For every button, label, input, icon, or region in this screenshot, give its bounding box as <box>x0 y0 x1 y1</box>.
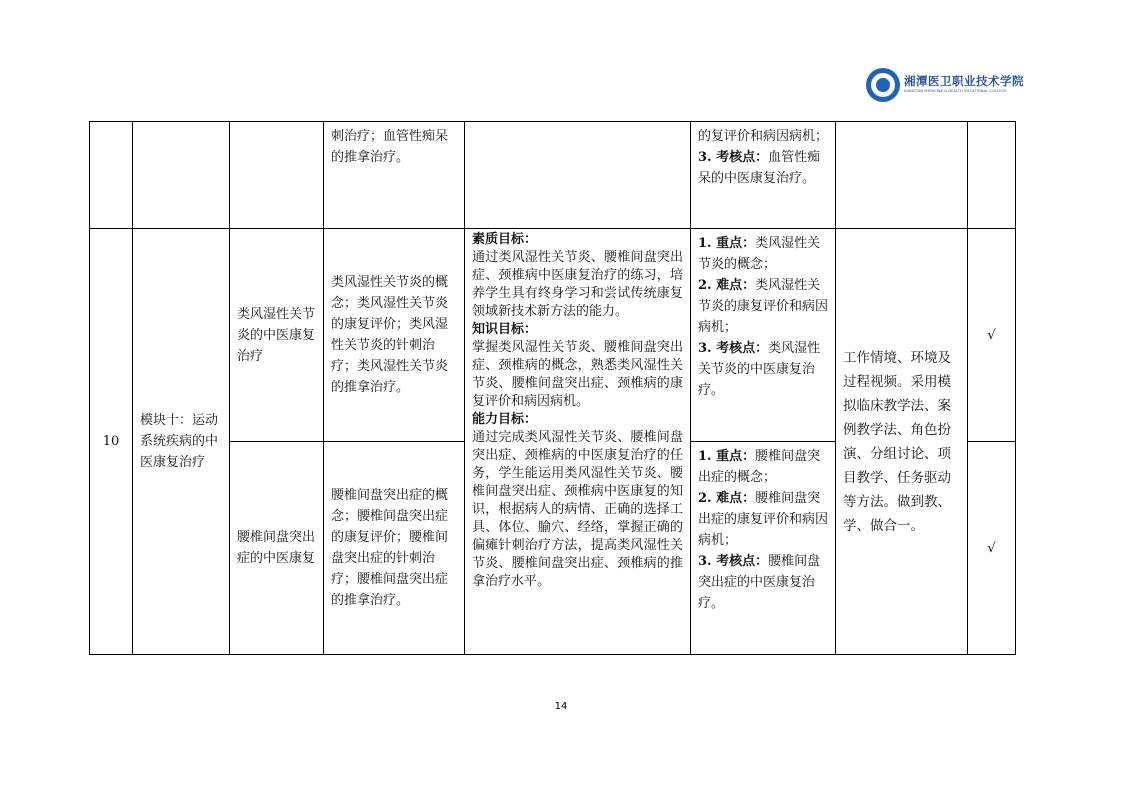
cell-content: 刺治疗；血管性痴呆的推拿治疗。 <box>324 122 465 229</box>
module-number: 10 <box>90 229 133 655</box>
cell-goals-empty <box>465 122 691 229</box>
table-row-task-1 <box>90 229 1016 442</box>
task-key-points: 1. 重点：腰椎间盘突出症的概念； 2. 难点：腰椎间盘突出症的康复评价和病因病机； 3. 考核点：腰椎间盘突出症的中医康复治疗。 <box>691 442 836 655</box>
task-content: 类风湿性关节炎的概念；类风湿性关节炎的康复评价；类风湿性关节炎的针刺治疗；类风湿性关节炎的推拿治疗。 <box>324 229 465 442</box>
check-mark: √ <box>968 229 1016 442</box>
cell-number-empty <box>90 122 133 229</box>
task-content: 腰椎间盘突出症的概念；腰椎间盘突出症的康复评价；腰椎间盘突出症的针刺治疗；腰椎间盘突出症的推拿治疗。 <box>324 442 465 655</box>
logo-text <box>904 73 1024 94</box>
cell-mark-empty <box>968 122 1016 229</box>
ability-goal-label: 能力目标： <box>472 412 538 427</box>
college-seal-icon <box>866 68 900 102</box>
page-number: 14 <box>554 701 568 712</box>
college-logo <box>866 66 1024 104</box>
cell-module-empty <box>133 122 230 229</box>
module-goals <box>465 229 691 655</box>
cell-key-points: 的复评价和病因病机； 3. 考核点：血管性痴呆的中医康复治疗。 <box>691 122 836 229</box>
quality-goal-label: 素质目标： <box>472 232 538 247</box>
knowledge-goal-text: 掌握类风湿性关节炎、腰椎间盘突出症、颈椎病的概念，熟悉类风湿性关节炎、腰椎间盘突出症、颈椎病的康复评价和病因病机。 <box>472 340 683 409</box>
teaching-method: 工作情境、环境及过程视频。采用模拟临床教学法、案例教学法、角色扮演、分组讨论、项目教学、任务驱动等方法。做到教、学、做合一。 <box>836 229 968 655</box>
task-key-points: 1. 重点：类风湿性关节炎的概念； 2. 难点：类风湿性关节炎的康复评价和病因病机； 3. 考核点：类风湿性关节炎的中医康复治疗。 <box>691 229 836 442</box>
ability-goal-text: 通过完成类风湿性关节炎、腰椎间盘突出症、颈椎病的中医康复治疗的任务，学生能运用类风湿性关节炎、腰椎间盘突出症、颈椎病中医康复的知识，根据病人的病情、正确的选择工具、体位、腧穴、经络，掌握正确的偏瘫针刺治疗方法，提高类风湿性关节炎、腰椎间盘突出症、颈椎病的推拿治疗水平。 <box>472 430 683 589</box>
table-row-continuation <box>90 122 1016 229</box>
curriculum-table-wrapper <box>89 121 1016 655</box>
curriculum-table <box>89 121 1016 655</box>
task-name: 腰椎间盘突出症的中医康复 <box>230 442 324 655</box>
knowledge-goal-label: 知识目标： <box>472 322 538 337</box>
logo-english-name: XIANGTAN MEDICINE & HEALTH VOCATIONAL COLLEGE <box>904 89 1007 94</box>
cell-task-empty <box>230 122 324 229</box>
task-name: 类风湿性关节炎的中医康复治疗 <box>230 229 324 442</box>
cell-method-empty <box>836 122 968 229</box>
module-name: 模块十：运动系统疾病的中医康复治疗 <box>133 229 230 655</box>
logo-chinese-name: 湘潭医卫职业技术学院 <box>904 73 1024 88</box>
check-mark: √ <box>968 442 1016 655</box>
quality-goal-text: 通过类风湿性关节炎、腰椎间盘突出症、颈椎病中医康复治疗的练习，培养学生具有终身学习和尝试传统康复领域新技术新方法的能力。 <box>472 250 683 319</box>
